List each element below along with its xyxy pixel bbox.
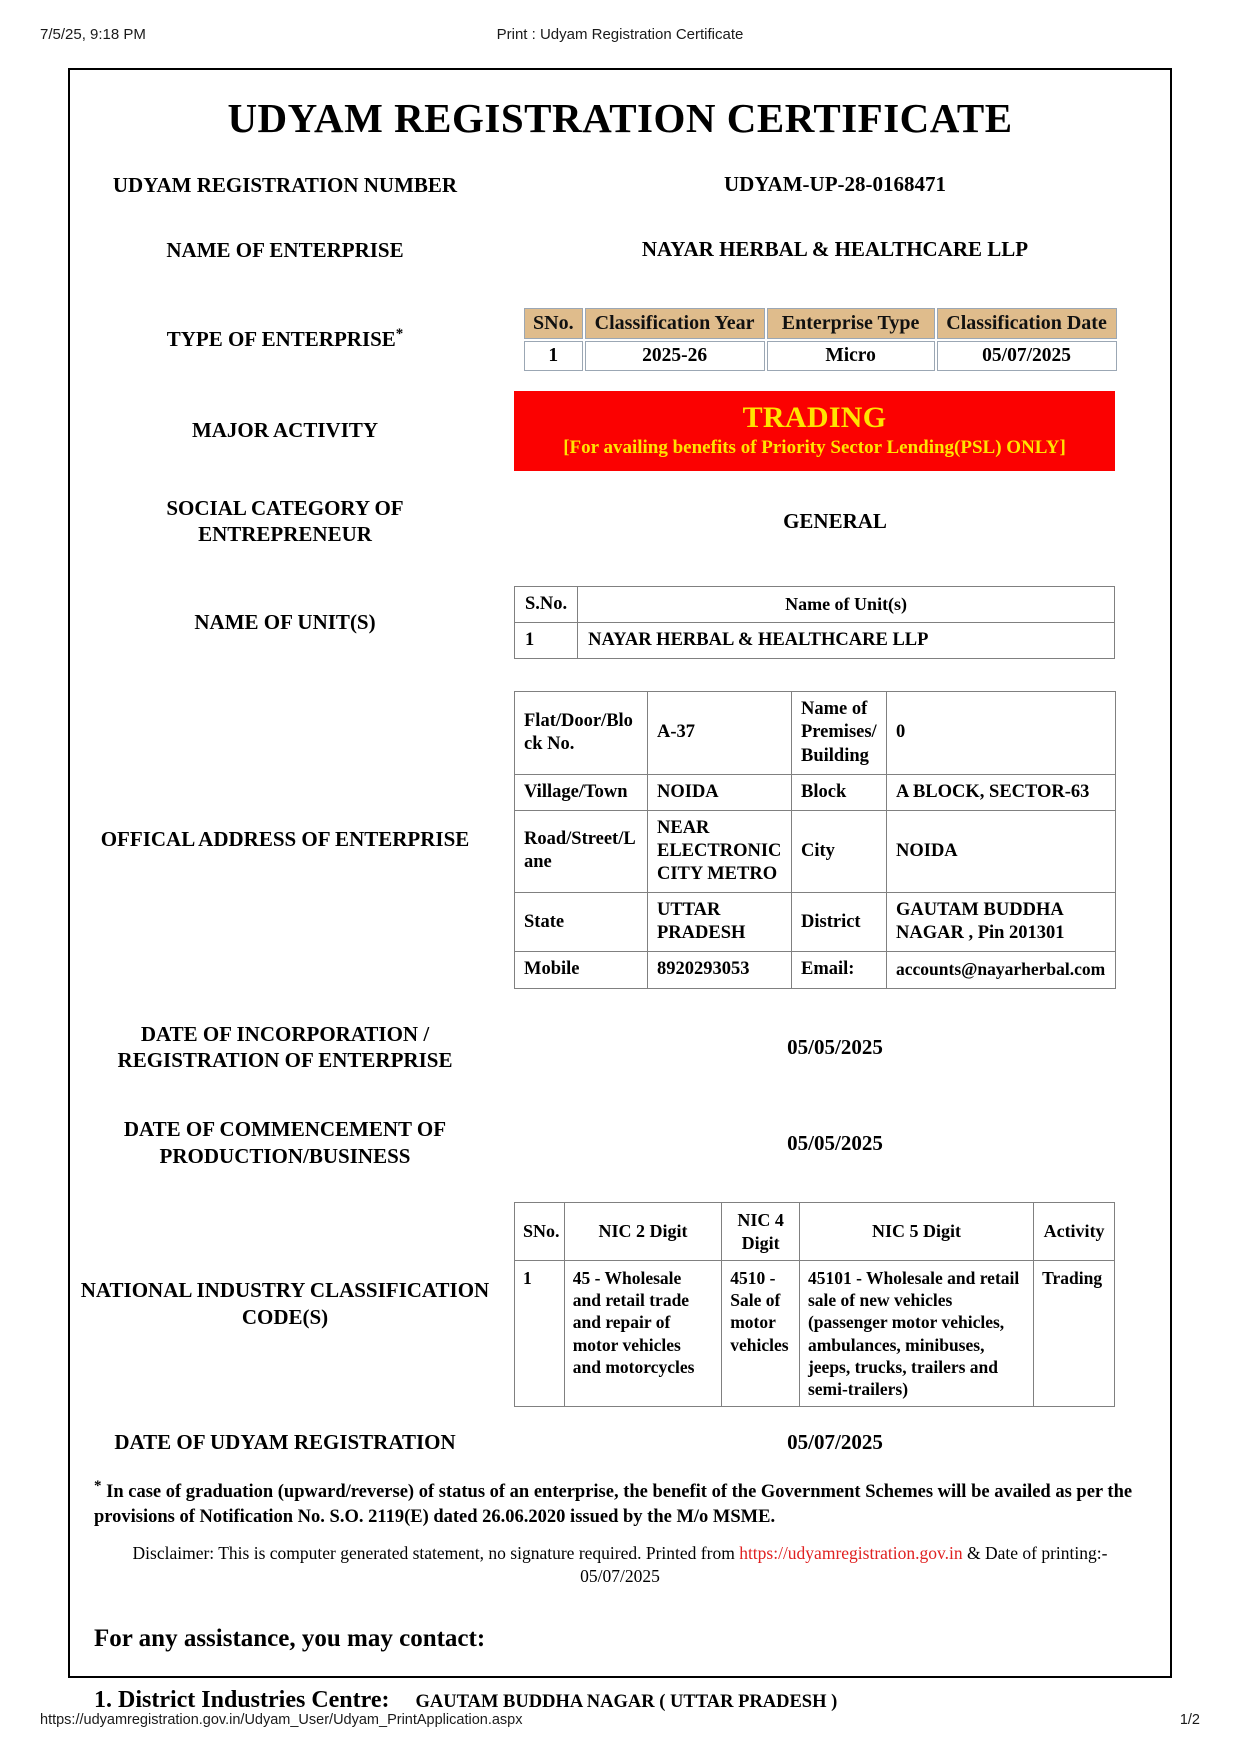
units-cell-name: NAYAR HERBAL & HEALTHCARE LLP bbox=[578, 623, 1115, 659]
footnote-text: In case of graduation (upward/reverse) of status of an enterprise, the benefit of the Government Schemes will be availed as per the provisions of Notification No. S.O. 2119(E) dated 26.06.2020 issued by the M/o MSME. bbox=[94, 1481, 1133, 1528]
address-key-email: Email: bbox=[792, 952, 887, 988]
nic-header-4-digit: NIC 4 Digit bbox=[722, 1203, 800, 1261]
value-date-of-commencement: 05/05/2025 bbox=[787, 1130, 883, 1155]
units-table-header-row bbox=[515, 587, 1115, 623]
row-date-of-commencement bbox=[70, 1116, 1170, 1170]
address-value-district: GAUTAM BUDDHA NAGAR , Pin 201301 bbox=[887, 893, 1116, 952]
address-key-city: City bbox=[792, 810, 887, 892]
value-type-of-enterprise bbox=[500, 306, 1170, 373]
classification-cell-year: 2025-26 bbox=[585, 341, 765, 371]
address-table bbox=[514, 691, 1116, 988]
row-name-of-units bbox=[70, 586, 1170, 659]
print-page-title: Print : Udyam Registration Certificate bbox=[496, 26, 744, 43]
footnote bbox=[94, 1476, 1148, 1531]
address-value-premises-name: 0 bbox=[887, 692, 1116, 774]
address-key-state: State bbox=[515, 893, 648, 952]
print-timestamp: 7/5/25, 9:18 PM bbox=[40, 26, 146, 43]
label-social-category: SOCIAL CATEGORY OF ENTREPRENEUR bbox=[166, 495, 404, 547]
nic-cell-activity: Trading bbox=[1034, 1261, 1115, 1406]
row-type-of-enterprise bbox=[70, 306, 1170, 373]
classification-header-date: Classification Date bbox=[937, 308, 1117, 339]
units-table bbox=[514, 586, 1115, 659]
table-row bbox=[515, 952, 1116, 988]
print-header bbox=[0, 26, 1240, 48]
label-major-activity: MAJOR ACTIVITY bbox=[191, 418, 379, 443]
nic-header-2-digit: NIC 2 Digit bbox=[564, 1203, 722, 1261]
table-row bbox=[515, 774, 1116, 810]
district-industries-centre-row bbox=[94, 1687, 1170, 1714]
assistance-heading: For any assistance, you may contact: bbox=[94, 1624, 486, 1652]
disclaimer-text-part2: & Date of printing:- bbox=[962, 1542, 1108, 1563]
nic-header-activity: Activity bbox=[1034, 1203, 1115, 1261]
row-social-category bbox=[70, 495, 1170, 549]
disclaimer-print-date: 05/07/2025 bbox=[580, 1566, 660, 1587]
address-value-road-street-lane: NEAR ELECTRONIC CITY METRO bbox=[648, 810, 792, 892]
classification-header-sno: SNo. bbox=[524, 308, 583, 339]
nic-table bbox=[514, 1202, 1115, 1407]
classification-header-enterprise-type: Enterprise Type bbox=[767, 308, 935, 339]
value-official-address bbox=[500, 691, 1170, 988]
district-industries-centre-value: GAUTAM BUDDHA NAGAR ( UTTAR PRADESH ) bbox=[415, 1691, 838, 1712]
certificate-document bbox=[68, 68, 1172, 1713]
value-major-activity bbox=[500, 391, 1170, 471]
classification-cell-date: 05/07/2025 bbox=[937, 341, 1117, 371]
address-value-village-town: NOIDA bbox=[648, 774, 792, 810]
disclaimer bbox=[94, 1542, 1146, 1589]
table-row bbox=[515, 810, 1116, 892]
table-row bbox=[515, 893, 1116, 952]
value-date-of-udyam-registration: 05/07/2025 bbox=[787, 1429, 883, 1454]
certificate-title: UDYAM REGISTRATION CERTIFICATE bbox=[227, 95, 1013, 141]
nic-header-sno: SNo. bbox=[515, 1203, 565, 1261]
nic-cell-5-digit: 45101 - Wholesale and retail sale of new vehicles (passenger motor vehicles, ambulances, minibuses, jeeps, trucks, trailers and semi-trailers) bbox=[799, 1261, 1033, 1406]
value-name-of-enterprise: NAYAR HERBAL & HEALTHCARE LLP bbox=[641, 236, 1029, 261]
address-key-road-street-lane: Road/Street/Lane bbox=[515, 810, 648, 892]
footnote-asterisk: * bbox=[94, 1477, 102, 1494]
address-value-email: accounts@nayarherbal.com bbox=[887, 952, 1116, 988]
label-udyam-registration-number: UDYAM REGISTRATION NUMBER bbox=[112, 173, 458, 197]
table-row bbox=[524, 341, 1117, 371]
row-major-activity bbox=[70, 391, 1170, 471]
address-value-mobile: 8920293053 bbox=[648, 952, 792, 988]
address-key-mobile: Mobile bbox=[515, 952, 648, 988]
label-date-of-udyam-registration: DATE OF UDYAM REGISTRATION bbox=[114, 1429, 456, 1454]
label-date-of-incorporation: DATE OF INCORPORATION / REGISTRATION OF ENTERPRISE bbox=[117, 1021, 453, 1073]
label-type-of-enterprise bbox=[70, 325, 500, 353]
asterisk-marker: * bbox=[395, 326, 404, 343]
nic-table-header-row bbox=[515, 1203, 1115, 1261]
table-row bbox=[515, 623, 1115, 659]
district-industries-centre-label: 1. District Industries Centre: bbox=[94, 1686, 390, 1713]
address-value-state: UTTAR PRADESH bbox=[648, 893, 792, 952]
classification-header-year: Classification Year bbox=[585, 308, 765, 339]
nic-cell-2-digit: 45 - Wholesale and retail trade and repair of motor vehicles and motorcycles bbox=[564, 1261, 722, 1406]
label-official-address: OFFICAL ADDRESS OF ENTERPRISE bbox=[100, 827, 470, 852]
value-date-of-incorporation: 05/05/2025 bbox=[787, 1034, 883, 1059]
nic-header-5-digit: NIC 5 Digit bbox=[799, 1203, 1033, 1261]
address-value-flat-door-block: A-37 bbox=[648, 692, 792, 774]
row-udyam-registration-number bbox=[70, 172, 1170, 199]
address-key-premises-name: Name of Premises/ Building bbox=[792, 692, 887, 774]
classification-table-header-row bbox=[524, 308, 1117, 339]
label-type-of-enterprise-text: TYPE OF ENTERPRISE bbox=[166, 327, 396, 352]
units-header-name: Name of Unit(s) bbox=[578, 587, 1115, 623]
major-activity-banner bbox=[514, 391, 1115, 471]
address-key-flat-door-block: Flat/Door/Block No. bbox=[515, 692, 648, 774]
print-footer bbox=[0, 1712, 1240, 1732]
row-name-of-enterprise bbox=[70, 237, 1170, 264]
units-cell-sno: 1 bbox=[515, 623, 578, 659]
label-date-of-commencement: DATE OF COMMENCEMENT OF PRODUCTION/BUSINESS bbox=[123, 1117, 447, 1169]
classification-cell-sno: 1 bbox=[524, 341, 583, 371]
udyam-portal-link[interactable]: https://udyamregistration.gov.in bbox=[739, 1542, 963, 1563]
nic-cell-sno: 1 bbox=[515, 1261, 565, 1406]
row-date-of-udyam-registration bbox=[70, 1429, 1170, 1456]
address-key-district: District bbox=[792, 893, 887, 952]
disclaimer-text-part1: Disclaimer: This is computer generated statement, no signature required. Printed from bbox=[132, 1542, 740, 1563]
major-activity-note: [For availing benefits of Priority Sector Lending(PSL) ONLY] bbox=[563, 437, 1066, 459]
address-key-block: Block bbox=[792, 774, 887, 810]
value-name-of-units bbox=[500, 586, 1170, 659]
label-nic-codes: NATIONAL INDUSTRY CLASSIFICATION CODE(S) bbox=[80, 1278, 490, 1330]
classification-cell-enterprise-type: Micro bbox=[767, 341, 935, 371]
value-udyam-registration-number: UDYAM-UP-28-0168471 bbox=[723, 172, 947, 196]
row-nic-codes bbox=[70, 1202, 1170, 1407]
label-name-of-units: NAME OF UNIT(S) bbox=[194, 610, 376, 635]
units-header-sno: S.No. bbox=[515, 587, 578, 623]
address-value-city: NOIDA bbox=[887, 810, 1116, 892]
table-row bbox=[515, 692, 1116, 774]
address-value-block: A BLOCK, SECTOR-63 bbox=[887, 774, 1116, 810]
major-activity-name: TRADING bbox=[742, 400, 887, 434]
value-social-category: GENERAL bbox=[783, 508, 887, 533]
label-name-of-enterprise: NAME OF ENTERPRISE bbox=[166, 237, 404, 262]
value-nic-codes bbox=[500, 1202, 1170, 1407]
table-row bbox=[515, 1261, 1115, 1406]
nic-cell-4-digit: 4510 - Sale of motor vehicles bbox=[722, 1261, 800, 1406]
print-source-url: https://udyamregistration.gov.in/Udyam_User/Udyam_PrintApplication.aspx bbox=[40, 1712, 523, 1728]
address-key-village-town: Village/Town bbox=[515, 774, 648, 810]
row-official-address bbox=[70, 691, 1170, 988]
row-date-of-incorporation bbox=[70, 1021, 1170, 1075]
print-page-number: 1/2 bbox=[1179, 1712, 1200, 1728]
classification-table bbox=[522, 306, 1119, 373]
